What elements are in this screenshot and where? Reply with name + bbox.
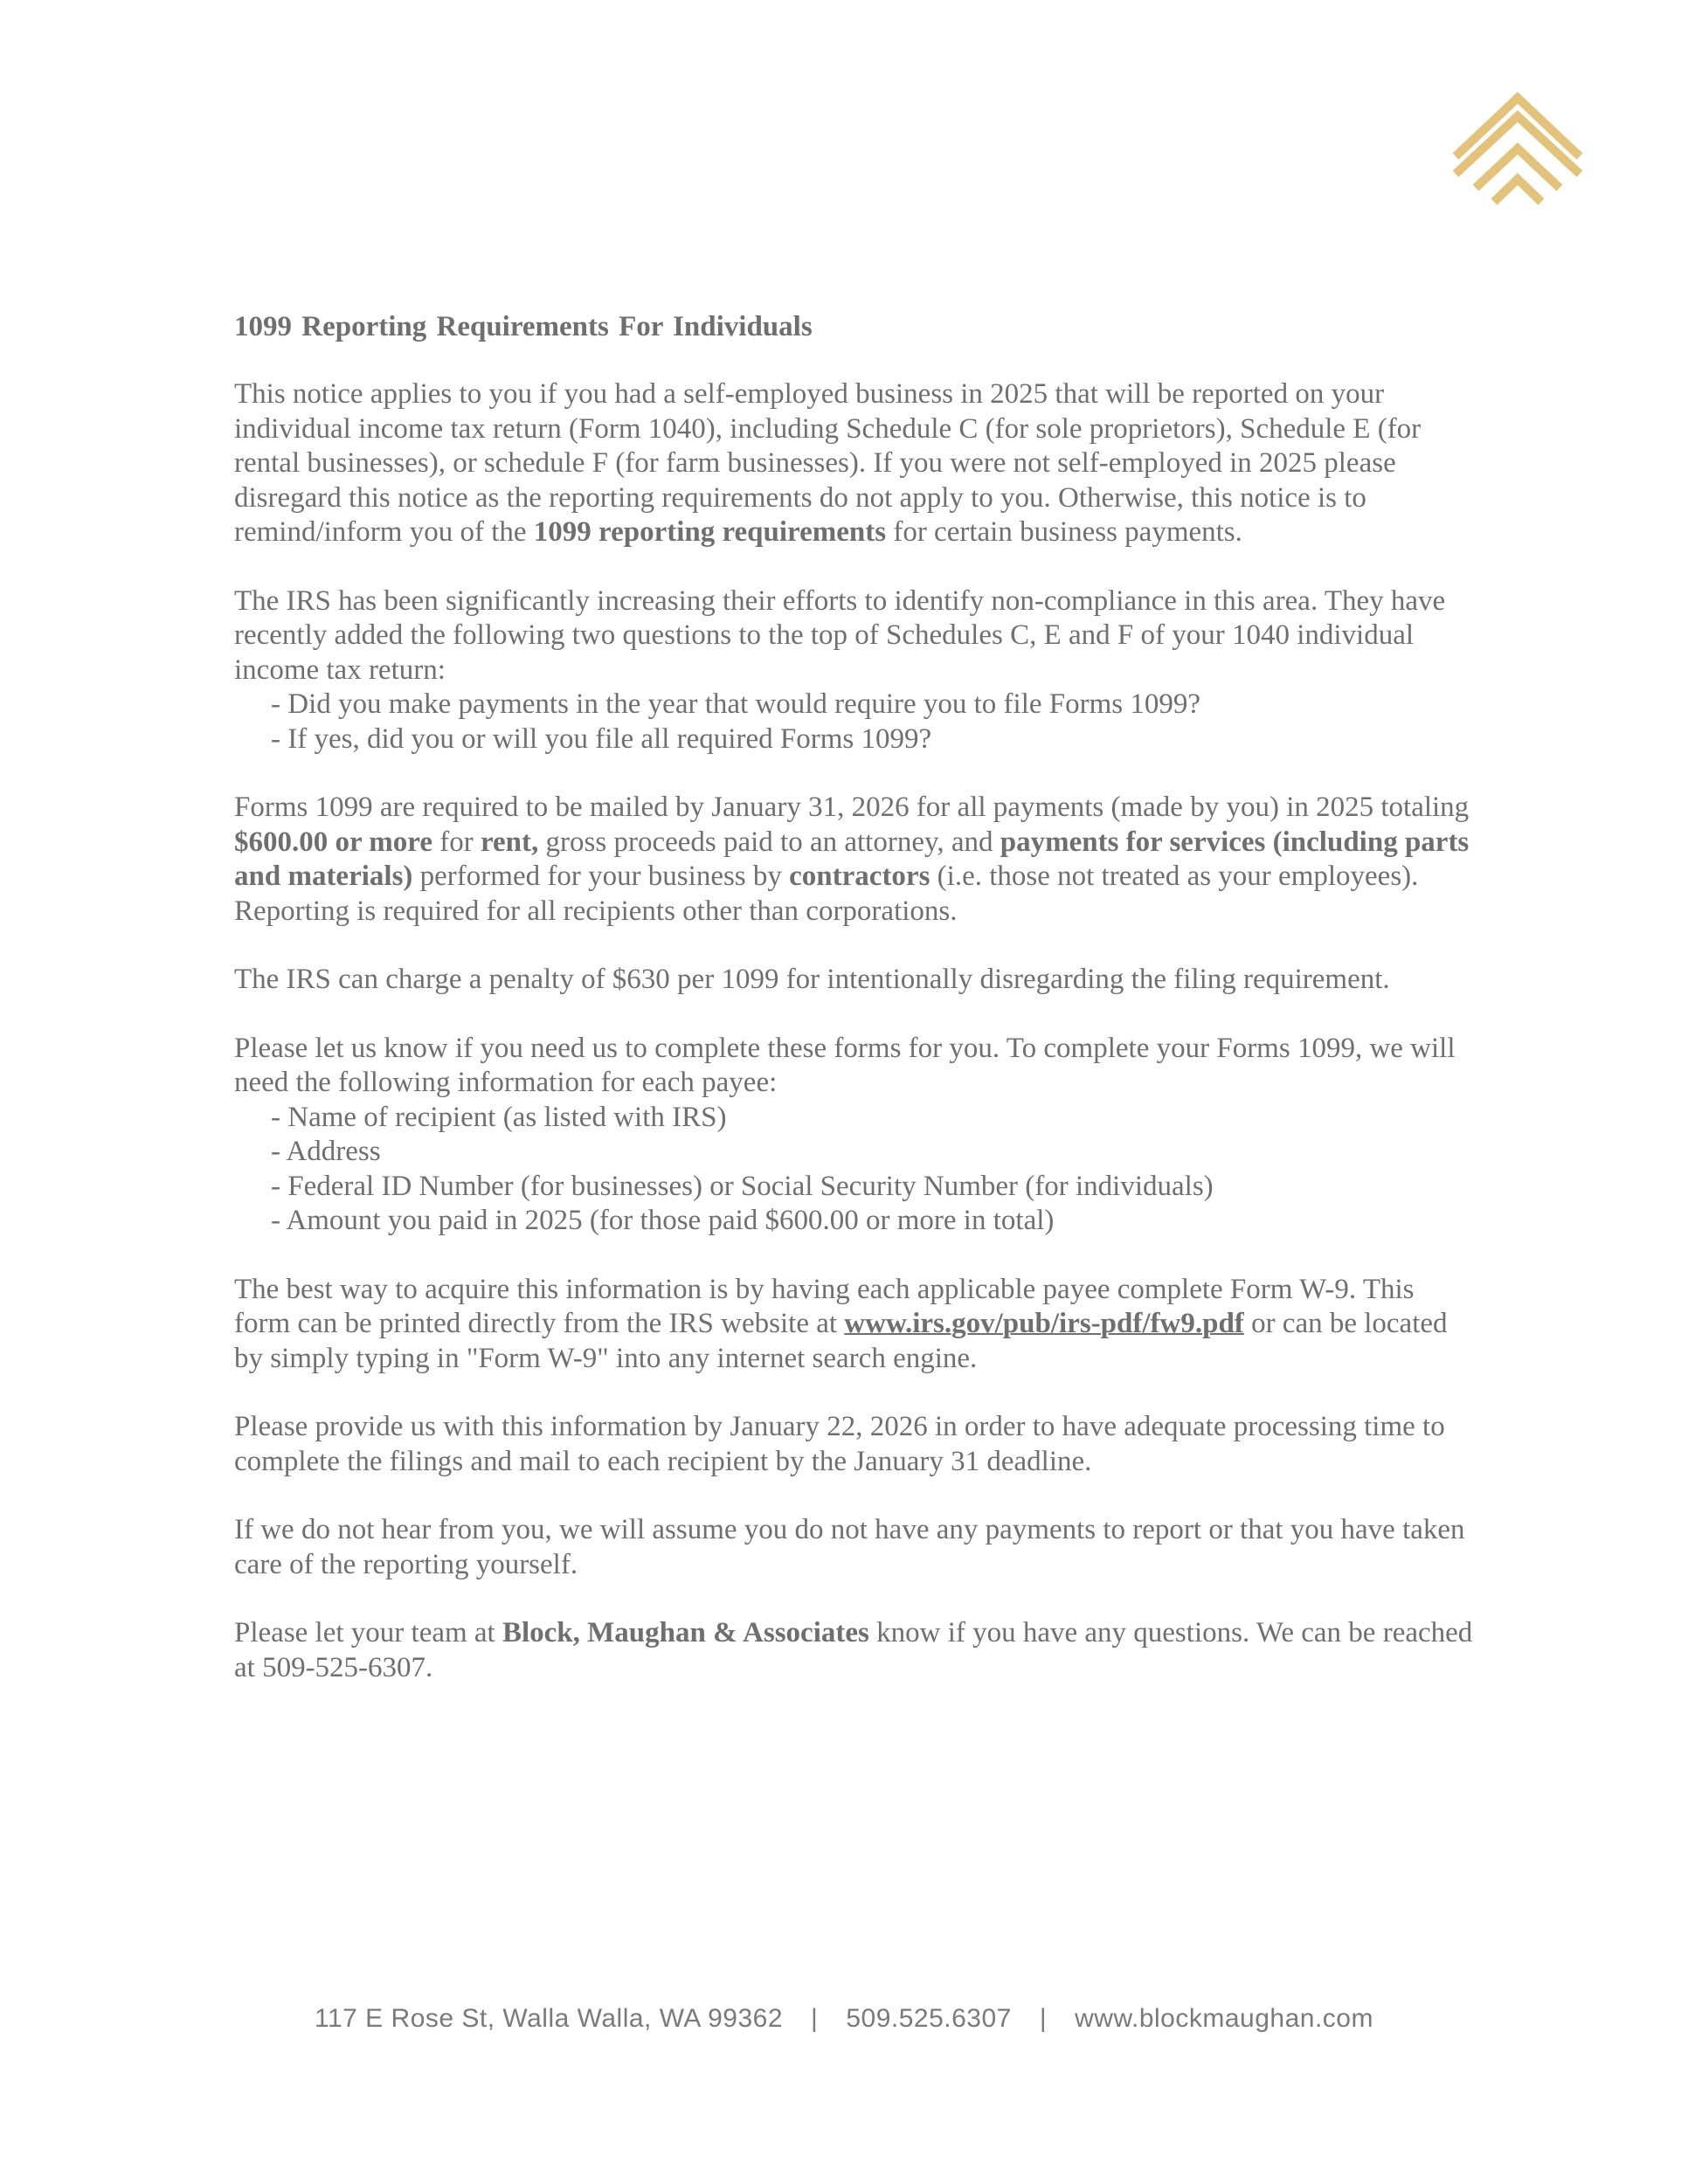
irs-w9-link[interactable]: www.irs.gov/pub/irs-pdf/fw9.pdf: [844, 1308, 1244, 1339]
irs-efforts-paragraph: The IRS has been significantly increasing their efforts to identify non-compliance in this area. They have recently added the following two questions to the top of Schedules C, E and F of your 1040 individual income tax return:: [234, 584, 1446, 686]
amount-bold: $600.00 or more: [234, 826, 432, 858]
page-title: 1099 Reporting Requirements For Individuals: [234, 311, 813, 342]
intro-text: This notice applies to you if you had a self-employed business in 2025 that will be reported on your individual income tax return (Form 1040), including Schedule C (for sole proprietors), Schedule E (for rental businesses), or schedule F (for farm businesses). If you were not self-employed in 2025 please disregard this notice as the reporting requirements do not apply to you. Otherwise, this notice is to remind/inform you of the: [234, 378, 1422, 548]
contact-paragraph: [234, 1616, 1475, 1685]
w9-text-end: or can be located by simply typing in "Form W-9" into any internet search engine.: [234, 1308, 1448, 1374]
contact-text: Please let your team at: [234, 1617, 502, 1648]
w9-text: The best way to acquire this information is by having each applicable payee complete Form W-9. This form can be printed directly from the IRS website at: [234, 1273, 1415, 1339]
letter-body: [234, 309, 1475, 1685]
footer-address: 117 E Rose St, Walla Walla, WA 99362: [315, 2004, 784, 2033]
schedule-questions-list: [234, 688, 1475, 757]
services-bold: payments for services (including parts and materials): [234, 826, 1470, 892]
list-item: - If yes, did you or will you file all required Forms 1099?: [271, 722, 1475, 757]
chevron-stack-logo-icon: [1450, 91, 1585, 211]
requirement-text: performed for your business by: [412, 860, 790, 892]
intro-paragraph: [234, 377, 1475, 550]
intro-text-end: for certain business payments.: [886, 516, 1242, 548]
contact-text-end: know if you have any questions. We can be reached at 509-525-6307.: [234, 1617, 1473, 1683]
footer-website[interactable]: www.blockmaughan.com: [1075, 2004, 1373, 2033]
assumption-paragraph: If we do not hear from you, we will assume you do not have any payments to report or that you have taken care of the reporting yourself.: [234, 1514, 1465, 1580]
w9-paragraph: [234, 1273, 1475, 1377]
list-item: - Amount you paid in 2025 (for those paid $600.00 or more in total): [271, 1204, 1475, 1239]
footer-contact: [0, 2004, 1688, 2034]
list-item: - Address: [271, 1135, 1475, 1170]
list-item: - Did you make payments in the year that would require you to file Forms 1099?: [271, 688, 1475, 722]
contractors-bold: contractors: [789, 860, 930, 892]
penalty-paragraph: The IRS can charge a penalty of $630 per 1099 for intentionally disregarding the filing requirement.: [234, 964, 1390, 995]
list-item: - Federal ID Number (for businesses) or Social Security Number (for individuals): [271, 1170, 1475, 1205]
deadline-paragraph: Please provide us with this information by January 22, 2026 in order to have adequate processing time to complete the filings and mail to each recipient by the January 31 deadline.: [234, 1411, 1445, 1477]
forms-requirement-paragraph: [234, 791, 1475, 929]
footer-separator: |: [1039, 2004, 1048, 2033]
requirement-text: (i.e. those not treated as your employees). Reporting is required for all recipients other than corporations.: [234, 860, 1419, 927]
list-item: - Name of recipient (as listed with IRS): [271, 1101, 1475, 1136]
footer-separator: |: [811, 2004, 819, 2033]
rent-bold: rent,: [480, 826, 539, 858]
payee-info-list: [234, 1101, 1475, 1239]
intro-bold-requirements: 1099 reporting requirements: [533, 516, 887, 548]
information-request-paragraph: Please let us know if you need us to complete these forms for you. To complete your Forms 1099, we will need the following information for each payee:: [234, 1032, 1456, 1098]
requirement-text: for: [432, 826, 481, 858]
requirement-text: Forms 1099 are required to be mailed by January 31, 2026 for all payments (made by you) in 2025 totaling: [234, 791, 1470, 823]
firm-name-bold: Block, Maughan & Associates: [502, 1617, 869, 1648]
footer-phone: 509.525.6307: [846, 2004, 1012, 2033]
requirement-text: gross proceeds paid to an attorney, and: [538, 826, 1000, 858]
